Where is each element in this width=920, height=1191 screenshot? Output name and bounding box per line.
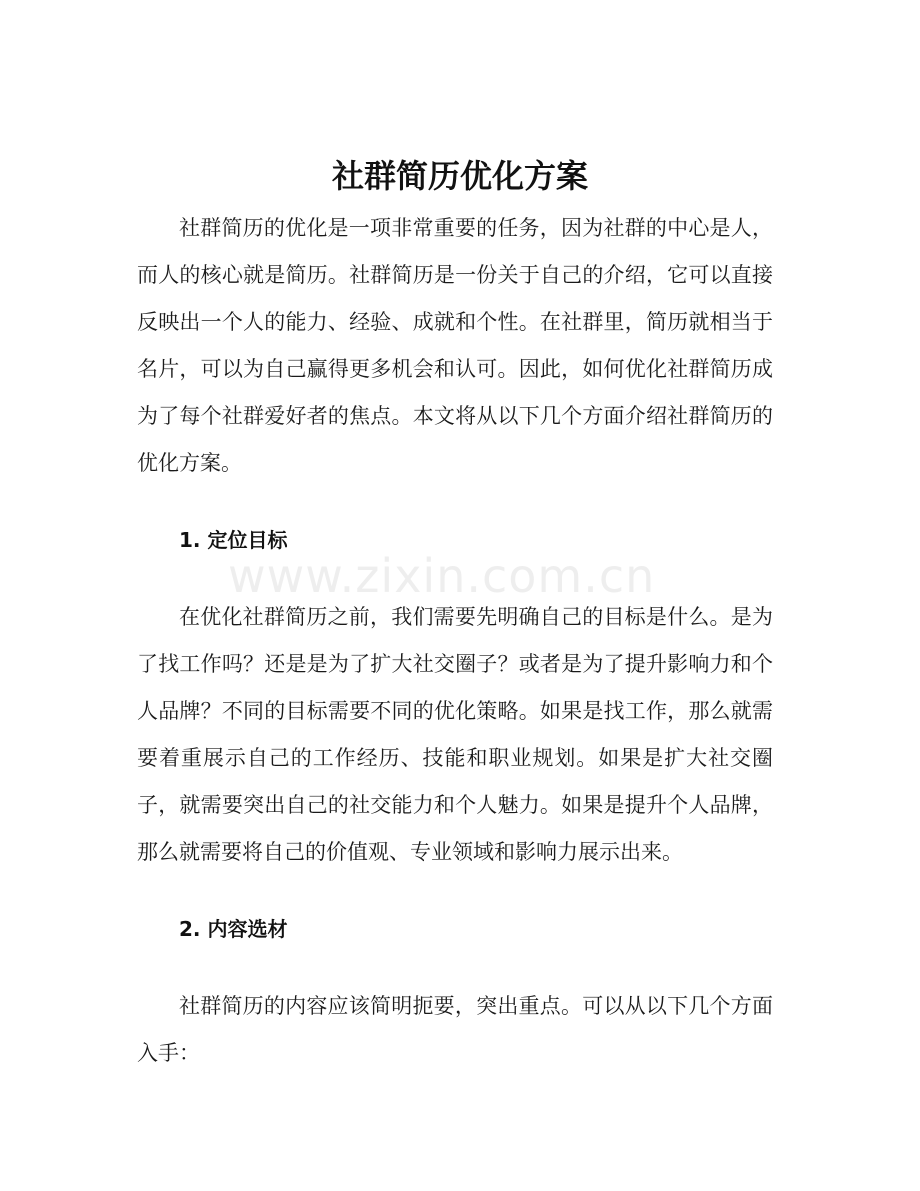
section-heading-positioning: 1. 定位目标 [179, 528, 288, 552]
spacer [137, 487, 773, 517]
section-heading-content: 2. 内容选材 [179, 917, 288, 941]
spacer [137, 876, 773, 906]
spacer [137, 564, 773, 594]
intro-paragraph: 社群简历的优化是一项非常重要的任务，因为社群的中心是人，而人的核心就是简历。社群简历是一份关于自己的介绍，它可以直接反映出一个人的能力、经验、成就和个性。在社群里，简历就相当于名片，可以为自己赢得更多机会和认可。因此，如何优化社群简历成为了每个社群爱好者的焦点。本文将从以下几个方面介绍社群简历的优化方案。 [137, 216, 773, 475]
watermark: www.zixin.com.cn [228, 549, 656, 603]
section-paragraph-content: 社群简历的内容应该简明扼要，突出重点。可以从以下几个方面入手： [137, 994, 773, 1065]
document-body [137, 205, 773, 1077]
document-title: 社群简历优化方案 [331, 157, 588, 195]
spacer [137, 953, 773, 983]
section-paragraph-positioning: 在优化社群简历之前，我们需要先明确自己的目标是什么。是为了找工作吗？还是是为了扩大社交圈子？或者是为了提升影响力和个人品牌？不同的目标需要不同的优化策略。如果是找工作，那么就需要着重展示自己的工作经历、技能和职业规划。如果是扩大社交圈子，就需要突出自己的社交能力和个人魅力。如果是提升个人品牌，那么就需要将自己的价值观、专业领域和影响力展示出来。 [137, 605, 773, 864]
